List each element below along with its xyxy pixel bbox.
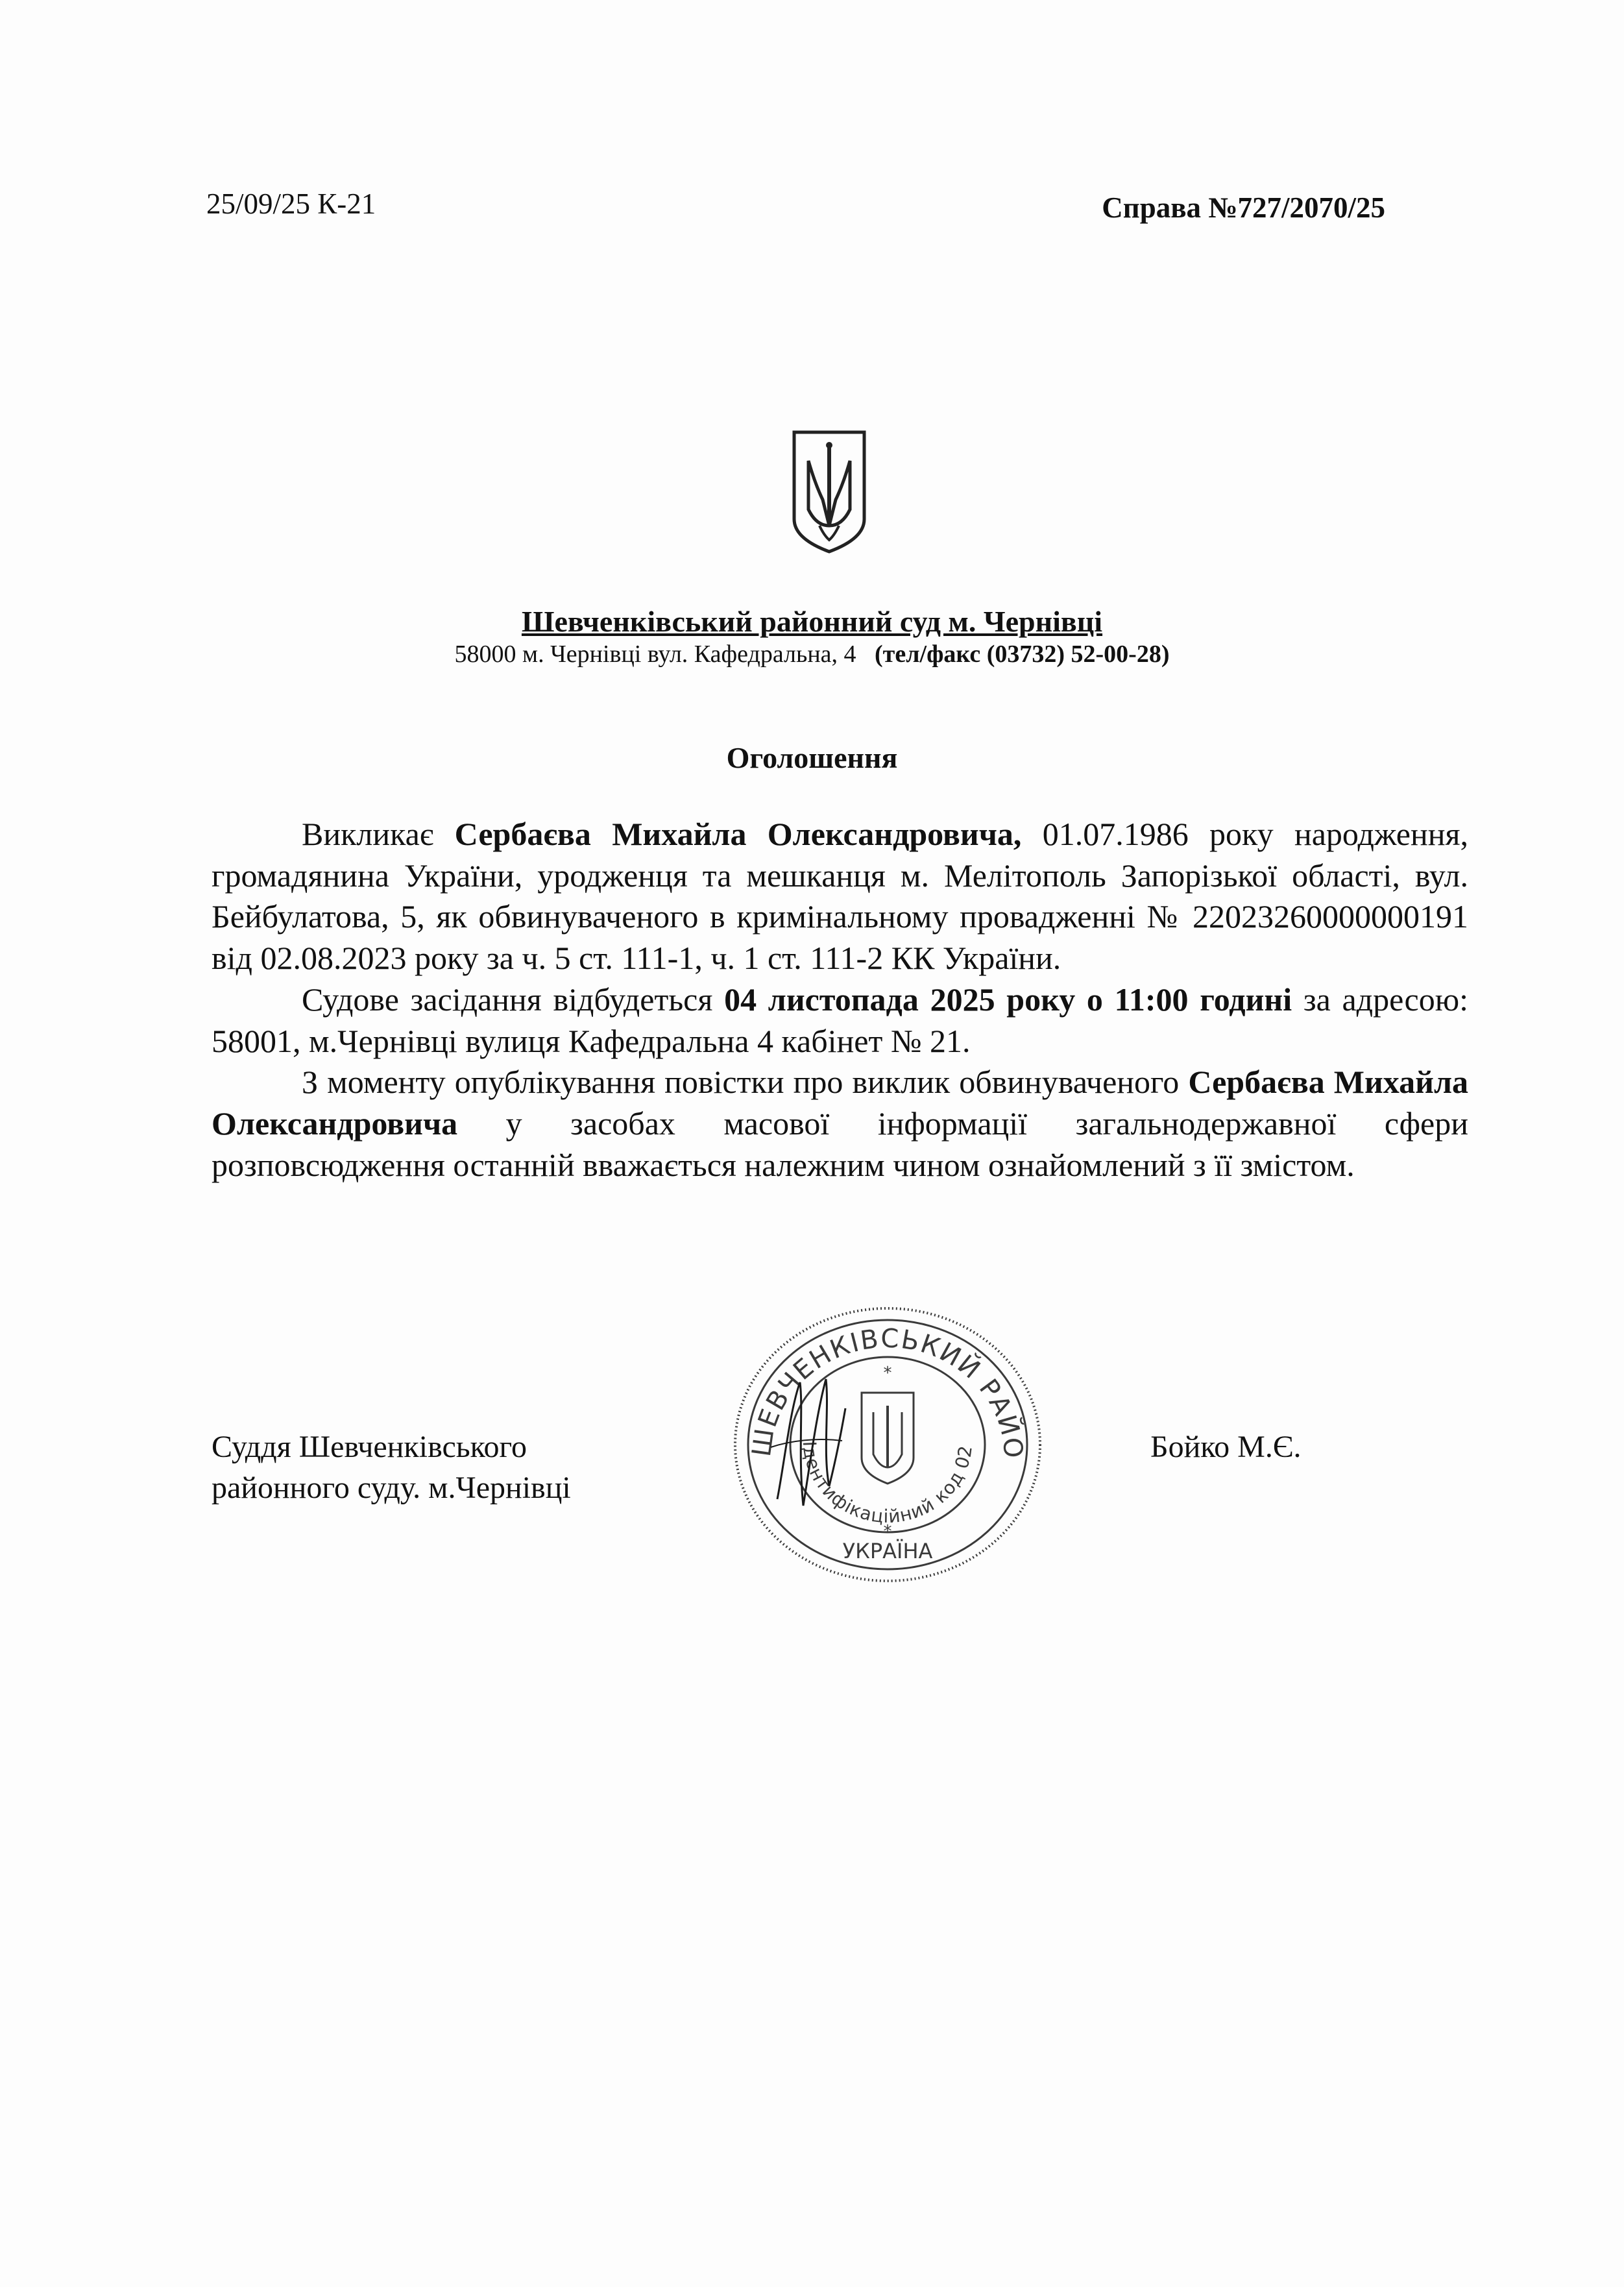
stamp-trident-icon [862, 1393, 914, 1484]
judge-name: Бойко М.Є. [1150, 1430, 1302, 1464]
court-phone-fax: (тел/факс (03732) 52-00-28) [875, 641, 1170, 668]
paragraph-text: у засобах масової інформації загальнодержавної сфери розповсюдження останній вважається належним чином ознайомлений з її змістом. [212, 1105, 1468, 1183]
document-body [212, 814, 1468, 1186]
court-address [0, 638, 1624, 670]
stamp-outer-text: ШЕВЧЕНКІВСЬКИЙ РАЙО [746, 1323, 1028, 1461]
stamp-bottom-text: УКРАЇНА [842, 1539, 933, 1563]
paragraph-text: 01.07.1986 року народження, громадянина України, уродженця та мешканця м. Мелітополь Запорізької області, вул. Бейбулатова, 5, як обвинуваченого в кримінальному провадженні № 22023260000000191 від 02.08.2023 року за ч. 5 ст. 111-1, ч. 1 ст. 111-2 КК України. [212, 816, 1468, 977]
paragraph-text: за адресою: 58001, м.Чернівці вулиця Кафедральна 4 кабінет № 21. [212, 981, 1468, 1059]
paragraph-text: Судове засідання відбудеться [302, 981, 725, 1018]
paragraph-text: З моменту опублікування повістки про виклик обвинуваченого [302, 1064, 1189, 1101]
accused-name: Сербаєва Михайла Олександровича, [454, 816, 1022, 852]
paragraph-summons [212, 814, 1468, 979]
paragraph-hearing [212, 979, 1468, 1062]
court-name: Шевченківський районний суд м. Чернівці [521, 605, 1103, 638]
coat-of-arms-icon [790, 428, 868, 556]
hearing-datetime: 04 листопада 2025 року о 11:00 годині [724, 981, 1292, 1018]
document-reference: 25/09/25 К-21 [206, 188, 376, 220]
accused-name: Сербаєва Михайла Олександровича [212, 1064, 1468, 1142]
court-street-address: 58000 м. Чернівці вул. Кафедральна, 4 [454, 641, 856, 668]
case-number: Справа №727/2070/25 [1102, 191, 1385, 224]
paragraph-text: Викликає [302, 816, 455, 852]
svg-text:*: * [883, 1522, 892, 1541]
paragraph-notice [212, 1062, 1468, 1186]
judge-position-line: районного суду. м.Чернівці [212, 1471, 571, 1505]
document-title: Оголошення [726, 741, 898, 774]
handwritten-signature-icon [764, 1369, 849, 1519]
svg-text:*: * [883, 1364, 892, 1383]
judge-position [212, 1426, 571, 1508]
judge-position-line: Суддя Шевченківського [212, 1430, 527, 1464]
stamp-inner-text: Ідентифікаційний код 02 [798, 1440, 977, 1528]
